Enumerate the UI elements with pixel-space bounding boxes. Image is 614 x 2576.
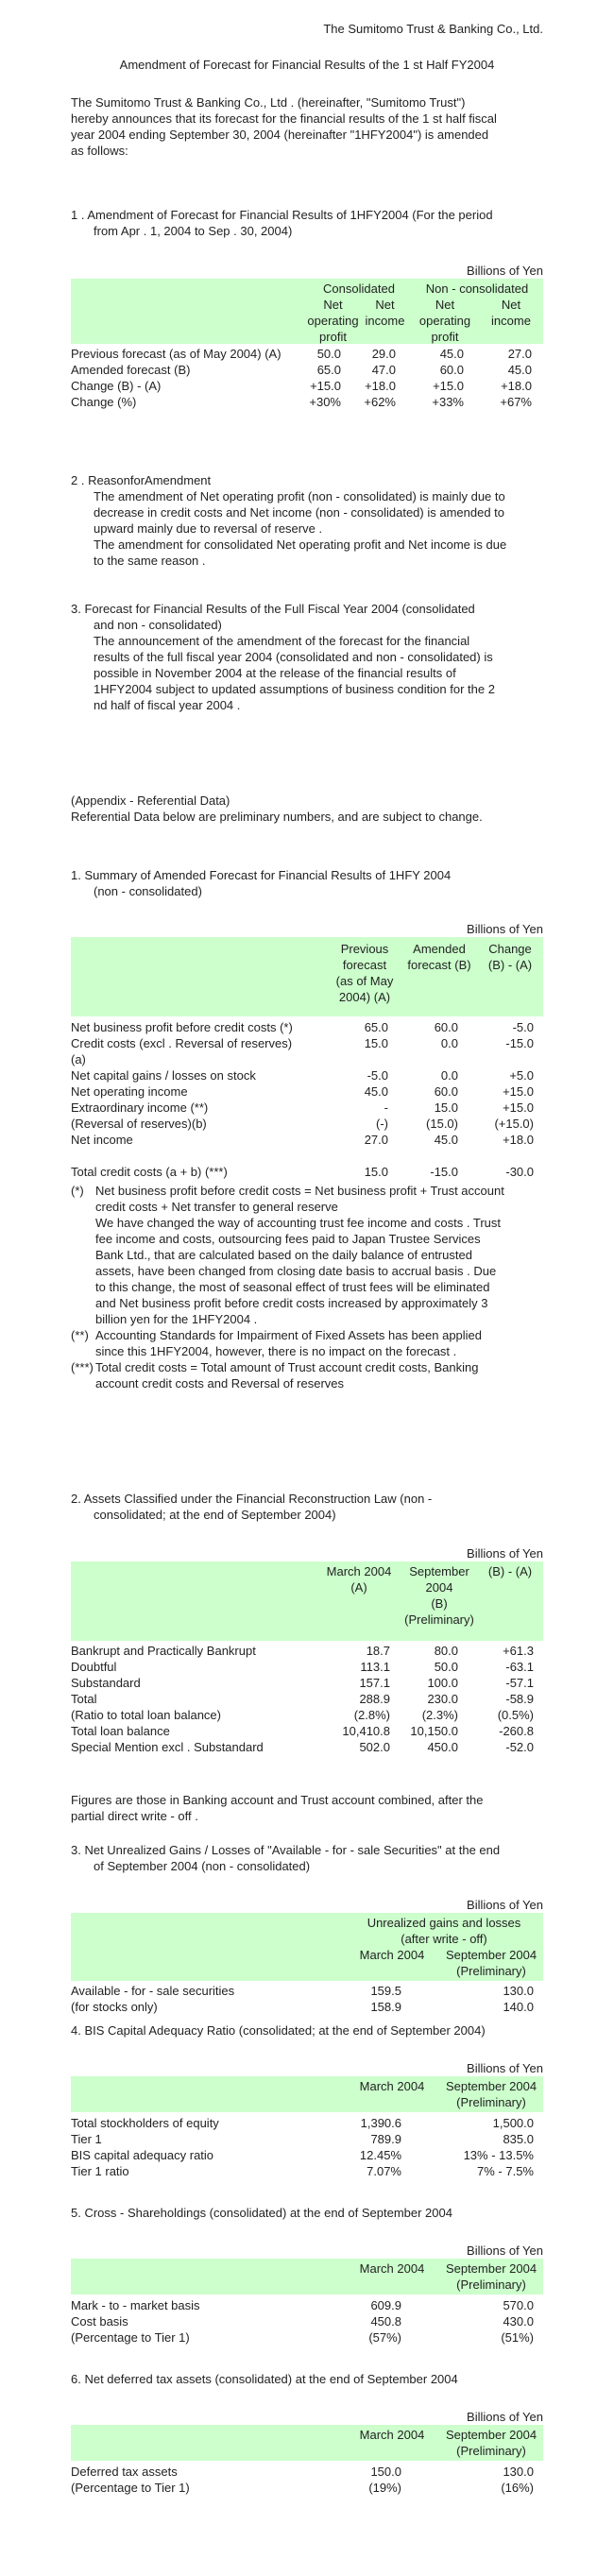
cell-value: 47.0: [371, 363, 396, 377]
text-line: decrease in credit costs and Net income (non - consolidated) is amended to: [94, 505, 505, 520]
heading-line: 3. Net Unrealized Gains / Losses of "Available - for - sale Securities" at the end: [71, 1843, 501, 1857]
cell-value: 45.0: [507, 363, 532, 377]
section-1-heading: [71, 207, 543, 239]
unit-caption: Billions of Yen: [467, 2243, 543, 2258]
cell-value: 18.7: [366, 1644, 390, 1658]
cell-value: 230.0: [427, 1692, 458, 1706]
unit-caption: Billions of Yen: [467, 264, 543, 278]
col-header: Change (B) - (A): [487, 942, 533, 972]
cell-value: 60.0: [434, 1020, 458, 1034]
table-row: [71, 346, 543, 362]
row-label: Special Mention excl . Substandard: [71, 1740, 264, 1754]
cell-value: 29.0: [371, 347, 396, 361]
table-row: [71, 1691, 543, 1707]
cell-value: (51%): [501, 2330, 534, 2345]
cell-value: -15.0: [430, 1165, 458, 1179]
table-row: [71, 1707, 543, 1723]
row-label: (for stocks only): [71, 2000, 158, 2014]
heading-line: from Apr . 1, 2004 to Sep . 30, 2004): [94, 224, 293, 238]
note-line: [71, 1295, 543, 1311]
row-label: Deferred tax assets: [71, 2465, 178, 2479]
cell-value: (2.8%): [353, 1708, 390, 1722]
cell-value: 1,390.6: [360, 2116, 401, 2130]
cell-value: 159.5: [370, 1984, 401, 1998]
cell-value: 80.0: [434, 1644, 458, 1658]
a2-table-header: [71, 1561, 543, 1641]
cell-value: 150.0: [370, 2465, 401, 2479]
note-line: Figures are those in Banking account and Trust account combined, after the: [71, 1793, 484, 1807]
cell-value: 157.1: [359, 1676, 390, 1690]
cell-value: 50.0: [434, 1660, 458, 1674]
text-line: The amendment of Net operating profit (non - consolidated) is mainly due to: [94, 489, 505, 503]
col-header: September 2004 (B) (Preliminary): [404, 1564, 474, 1627]
text-line: The announcement of the amendment of the forecast for the financial: [94, 634, 470, 648]
cell-value: (15.0): [426, 1117, 458, 1131]
note-text: assets, have been changed from closing date basis to accrual basis . Due: [95, 1264, 497, 1278]
row-label: Net income: [71, 1133, 133, 1147]
table-row: [71, 1643, 543, 1659]
note-text: and Net business profit before credit costs increased by approximately 3: [95, 1296, 488, 1310]
cell-value: 65.0: [316, 363, 341, 377]
cell-value: -30.0: [505, 1165, 534, 1179]
col-header: Previous forecast (as of May 2004) (A): [335, 942, 394, 1004]
row-label: (a): [71, 1052, 86, 1066]
row-label: Total loan balance: [71, 1724, 170, 1738]
heading-line: of September 2004 (non - consolidated): [94, 1859, 311, 1873]
row-label: Credit costs (excl . Reversal of reserves): [71, 1036, 293, 1050]
appendix-2-heading: [71, 1491, 543, 1523]
row-label: BIS capital adequacy ratio: [71, 2148, 214, 2162]
row-label: Available - for - sale securities: [71, 1984, 235, 1998]
cell-value: (+15.0): [494, 1117, 534, 1131]
text-line: to the same reason .: [94, 554, 206, 568]
cell-value: +18.0: [503, 1133, 534, 1147]
col-header: March 2004: [359, 2079, 425, 2093]
table-row: [71, 2131, 543, 2147]
document-title: Amendment of Forecast for Financial Results of the 1 st Half FY2004: [119, 58, 495, 72]
cell-value: 130.0: [503, 1984, 534, 1998]
cell-value: -58.9: [505, 1692, 534, 1706]
row-label: (Percentage to Tier 1): [71, 2481, 190, 2495]
note-marker: (**): [71, 1328, 89, 1342]
cell-value: +61.3: [503, 1644, 534, 1658]
table-row: [71, 1723, 543, 1739]
text-line: possible in November 2004 at the release of the financial results of: [94, 666, 456, 680]
cell-value: 45.0: [364, 1084, 388, 1099]
col-header: September 2004 (Preliminary): [445, 1948, 537, 1978]
row-label: Bankrupt and Practically Bankrupt: [71, 1644, 256, 1658]
group-non-consolidated: Non - consolidated: [425, 281, 529, 296]
appendix-4-heading: 4. BIS Capital Adequacy Ratio (consolidated; at the end of September 2004): [71, 2023, 486, 2038]
row-label: (Percentage to Tier 1): [71, 2330, 190, 2345]
note-text: to this change, the most of seasonal effect of trust fees will be eliminated: [95, 1280, 490, 1294]
cell-value: +33%: [432, 395, 464, 409]
cell-value: 65.0: [364, 1020, 388, 1034]
note-line: [71, 1311, 543, 1327]
cell-value: 27.0: [507, 347, 532, 361]
note-text: credit costs + Net transfer to general reserve: [95, 1200, 338, 1214]
appendix-note: Referential Data below are preliminary numbers, and are subject to change.: [71, 810, 483, 824]
row-label: Cost basis: [71, 2314, 128, 2329]
row-label: Extraordinary income (**): [71, 1100, 209, 1115]
cell-value: +15.0: [310, 379, 341, 393]
table-row: [71, 378, 543, 394]
cell-value: 13% - 13.5%: [463, 2148, 534, 2162]
heading-line: consolidated; at the end of September 2004): [94, 1508, 336, 1522]
cell-value: 570.0: [503, 2298, 534, 2312]
text-line: results of the full fiscal year 2004 (consolidated and non - consolidated) is: [94, 650, 493, 664]
table-row: [71, 2480, 543, 2496]
cell-value: 609.9: [370, 2298, 401, 2312]
cell-value: 113.1: [360, 1660, 390, 1674]
cell-value: (-): [376, 1117, 388, 1131]
col-header: September 2004 (Preliminary): [445, 2428, 537, 2458]
section-3-heading: 3. Forecast for Financial Results of the Full Fiscal Year 2004 (consolidated: [71, 602, 475, 616]
note-text: Accounting Standards for Impairment of Fixed Assets has been applied: [95, 1328, 483, 1342]
text-line: 1HFY2004 subject to updated assumptions of business condition for the 2: [94, 682, 495, 696]
unit-caption: Billions of Yen: [467, 1898, 543, 1912]
appendix-6-heading: 6. Net deferred tax assets (consolidated) at the end of September 2004: [71, 2372, 458, 2386]
appendix-5-heading: 5. Cross - Shareholdings (consolidated) at the end of September 2004: [71, 2206, 452, 2220]
table-row: [71, 1019, 543, 1035]
a5-table-header: [71, 2259, 543, 2295]
row-label: Total stockholders of equity: [71, 2116, 219, 2130]
note-line: partial direct write - off .: [71, 1809, 198, 1823]
unit-caption: Billions of Yen: [467, 2410, 543, 2424]
cell-value: -63.1: [505, 1660, 534, 1674]
cell-value: 140.0: [503, 2000, 534, 2014]
cell-value: 0.0: [440, 1068, 458, 1083]
unit-caption: Billions of Yen: [467, 1546, 543, 1561]
intro-line: year 2004 ending September 30, 2004 (hereinafter "1HFY2004") is amended: [71, 128, 489, 142]
note-line: [71, 1247, 543, 1263]
intro-line: as follows:: [71, 144, 128, 158]
section-3: [71, 601, 543, 713]
table-row: [71, 1164, 543, 1180]
section-2-heading: 2 . ReasonforAmendment: [71, 473, 212, 487]
cell-value: 15.0: [364, 1165, 388, 1179]
row-label: Substandard: [71, 1676, 141, 1690]
row-label: Net capital gains / losses on stock: [71, 1068, 256, 1083]
row-label: Mark - to - market basis: [71, 2298, 200, 2312]
cell-value: (57%): [368, 2330, 401, 2345]
row-label: (Ratio to total loan balance): [71, 1708, 221, 1722]
cell-value: 835.0: [503, 2132, 534, 2146]
cell-value: +15.0: [433, 379, 464, 393]
row-label: Total credit costs (a + b) (***): [71, 1165, 228, 1179]
intro-paragraph: [71, 94, 543, 159]
cell-value: 7.07%: [367, 2164, 401, 2178]
cell-value: +15.0: [503, 1084, 534, 1099]
cell-value: +18.0: [501, 379, 532, 393]
table-row: [71, 1675, 543, 1691]
group-header: Unrealized gains and losses (after write - off): [367, 1916, 521, 1946]
col-header: Net operating profit: [418, 298, 471, 344]
unit-caption: Billions of Yen: [467, 2061, 543, 2075]
table-row: [71, 394, 543, 410]
cell-value: 502.0: [359, 1740, 390, 1754]
cell-value: -260.8: [499, 1724, 534, 1738]
cell-value: +30%: [309, 395, 341, 409]
note-line: [71, 1199, 543, 1215]
cell-value: (2.3%): [421, 1708, 458, 1722]
a1-table-header: [71, 937, 543, 1016]
table-row: [71, 2115, 543, 2131]
table-row: [71, 1983, 543, 1999]
heading-line: (non - consolidated): [94, 884, 202, 898]
note-line: [71, 1279, 543, 1295]
cell-value: 158.9: [370, 2000, 401, 2014]
col-header: September 2004 (Preliminary): [445, 2261, 537, 2292]
row-label: Total: [71, 1692, 97, 1706]
table-row: [71, 2163, 543, 2179]
s1-table-header: [71, 279, 543, 344]
row-label: Change (%): [71, 395, 137, 409]
cell-value: 0.0: [440, 1036, 458, 1050]
heading-line: 2. Assets Classified under the Financial Reconstruction Law (non -: [71, 1492, 433, 1506]
heading-line: 1 . Amendment of Forecast for Financial Results of 1HFY2004 (For the period: [71, 208, 493, 222]
note-line: [71, 1375, 543, 1391]
note-line: [71, 1327, 543, 1343]
col-header: Amended forecast (B): [407, 942, 471, 972]
table-row: [71, 2464, 543, 2480]
note-line: [71, 1183, 543, 1199]
a4-table-header: [71, 2076, 543, 2112]
note-line: [71, 1343, 543, 1359]
section-2: [71, 472, 543, 569]
cell-value: 288.9: [359, 1692, 390, 1706]
table-row: [71, 2147, 543, 2163]
cell-value: -52.0: [505, 1740, 534, 1754]
text-line: The amendment for consolidated Net operating profit and Net income is due: [94, 537, 507, 552]
text-line: nd half of fiscal year 2004 .: [94, 698, 241, 712]
cell-value: 12.45%: [359, 2148, 401, 2162]
unit-caption: Billions of Yen: [467, 922, 543, 936]
row-label: Change (B) - (A): [71, 379, 162, 393]
heading-line: 1. Summary of Amended Forecast for Financial Results of 1HFY 2004: [71, 868, 452, 882]
table-row: [71, 1116, 543, 1132]
note-text: Net business profit before credit costs = Net business profit + Trust account: [95, 1184, 504, 1198]
note-line: [71, 1231, 543, 1247]
cell-value: 60.0: [434, 1084, 458, 1099]
cell-value: -15.0: [505, 1036, 534, 1050]
cell-value: 60.0: [439, 363, 464, 377]
cell-value: (19%): [368, 2481, 401, 2495]
cell-value: +67%: [500, 395, 532, 409]
a6-table-header: [71, 2425, 543, 2461]
cell-value: 10,150.0: [410, 1724, 458, 1738]
col-header: Net income: [365, 298, 405, 328]
table-row: [71, 2313, 543, 2329]
table-row: [71, 1999, 543, 2015]
cell-value: (16%): [501, 2481, 534, 2495]
col-header: March 2004: [359, 1948, 425, 1962]
a3-table-header: [71, 1913, 543, 1981]
company-name: The Sumitomo Trust & Banking Co., Ltd.: [323, 22, 543, 36]
table-row: [71, 362, 543, 378]
row-label: Previous forecast (as of May 2004) (A): [71, 347, 281, 361]
note-text: billion yen for the 1HFY2004 .: [95, 1312, 258, 1326]
cell-value: +18.0: [365, 379, 396, 393]
cell-value: 7% - 7.5%: [477, 2164, 534, 2178]
table-row: [71, 1083, 543, 1100]
text-line: upward mainly due to reversal of reserve .: [94, 521, 323, 536]
col-header: (B) - (A): [487, 1564, 533, 1578]
table-row: [71, 2329, 543, 2346]
col-header: Net income: [491, 298, 531, 328]
cell-value: 450.0: [427, 1740, 458, 1754]
col-header: Net operating profit: [307, 298, 359, 344]
note-line: [71, 1215, 543, 1231]
cell-value: 1,500.0: [492, 2116, 534, 2130]
table-row: [71, 2297, 543, 2313]
cell-value: 130.0: [503, 2465, 534, 2479]
row-label: (Reversal of reserves)(b): [71, 1117, 207, 1131]
row-label: Net business profit before credit costs (*): [71, 1020, 293, 1034]
table-row: [71, 1659, 543, 1675]
note-text: since this 1HFY2004, however, there is no impact on the forecast .: [95, 1344, 457, 1358]
cell-value: 45.0: [434, 1133, 458, 1147]
note-marker: (*): [71, 1184, 84, 1198]
cell-value: 450.8: [370, 2314, 401, 2329]
note-line: [71, 1359, 543, 1375]
table-row: [71, 1100, 543, 1116]
cell-value: (0.5%): [497, 1708, 534, 1722]
appendix-title: (Appendix - Referential Data): [71, 793, 230, 808]
col-header: March 2004 (A): [326, 1564, 392, 1595]
intro-line: The Sumitomo Trust & Banking Co., Ltd . (hereinafter, "Sumitomo Trust"): [71, 95, 466, 110]
table-row: [71, 1067, 543, 1083]
cell-value: 789.9: [370, 2132, 401, 2146]
table-row: [71, 1132, 543, 1148]
row-label: Tier 1: [71, 2132, 102, 2146]
appendix-3-heading: [71, 1842, 543, 1874]
table-row: [71, 1035, 543, 1051]
appendix-intro: [71, 793, 543, 825]
cell-value: 430.0: [503, 2314, 534, 2329]
cell-value: +15.0: [503, 1100, 534, 1115]
note-text: Bank Ltd., that are calculated based on the daily balance of entrusted: [95, 1248, 472, 1262]
row-label: Tier 1 ratio: [71, 2164, 129, 2178]
cell-value: -: [384, 1100, 388, 1115]
cell-value: 50.0: [316, 347, 341, 361]
note-marker: (***): [71, 1360, 94, 1374]
heading-line: and non - consolidated): [94, 618, 222, 632]
a2-note: [71, 1792, 543, 1824]
table-row: [71, 1739, 543, 1755]
cell-value: 15.0: [434, 1100, 458, 1115]
col-header: March 2004: [359, 2428, 425, 2442]
cell-value: +5.0: [509, 1068, 534, 1083]
cell-value: -57.1: [505, 1676, 534, 1690]
note-text: account credit costs and Reversal of reserves: [95, 1376, 345, 1390]
table-row: [71, 1051, 543, 1067]
row-label: Amended forecast (B): [71, 363, 191, 377]
appendix-1-heading: [71, 867, 543, 899]
note-text: We have changed the way of accounting trust fee income and costs . Trust: [95, 1216, 501, 1230]
intro-line: hereby announces that its forecast for the financial results of the 1 st half fiscal: [71, 111, 497, 126]
cell-value: 100.0: [427, 1676, 458, 1690]
cell-value: 27.0: [364, 1133, 388, 1147]
note-line: [71, 1263, 543, 1279]
cell-value: 45.0: [439, 347, 464, 361]
note-text: fee income and costs, outsourcing fees paid to Japan Trustee Services: [95, 1232, 481, 1246]
row-label: Doubtful: [71, 1660, 117, 1674]
col-header: March 2004: [359, 2261, 425, 2276]
note-text: Total credit costs = Total amount of Trust account credit costs, Banking: [95, 1360, 479, 1374]
cell-value: -5.0: [367, 1068, 388, 1083]
cell-value: -5.0: [512, 1020, 534, 1034]
row-label: Net operating income: [71, 1084, 188, 1099]
group-consolidated: Consolidated: [323, 281, 395, 296]
col-header: September 2004 (Preliminary): [445, 2079, 537, 2109]
cell-value: 15.0: [364, 1036, 388, 1050]
cell-value: +62%: [364, 395, 396, 409]
cell-value: 10,410.8: [342, 1724, 390, 1738]
